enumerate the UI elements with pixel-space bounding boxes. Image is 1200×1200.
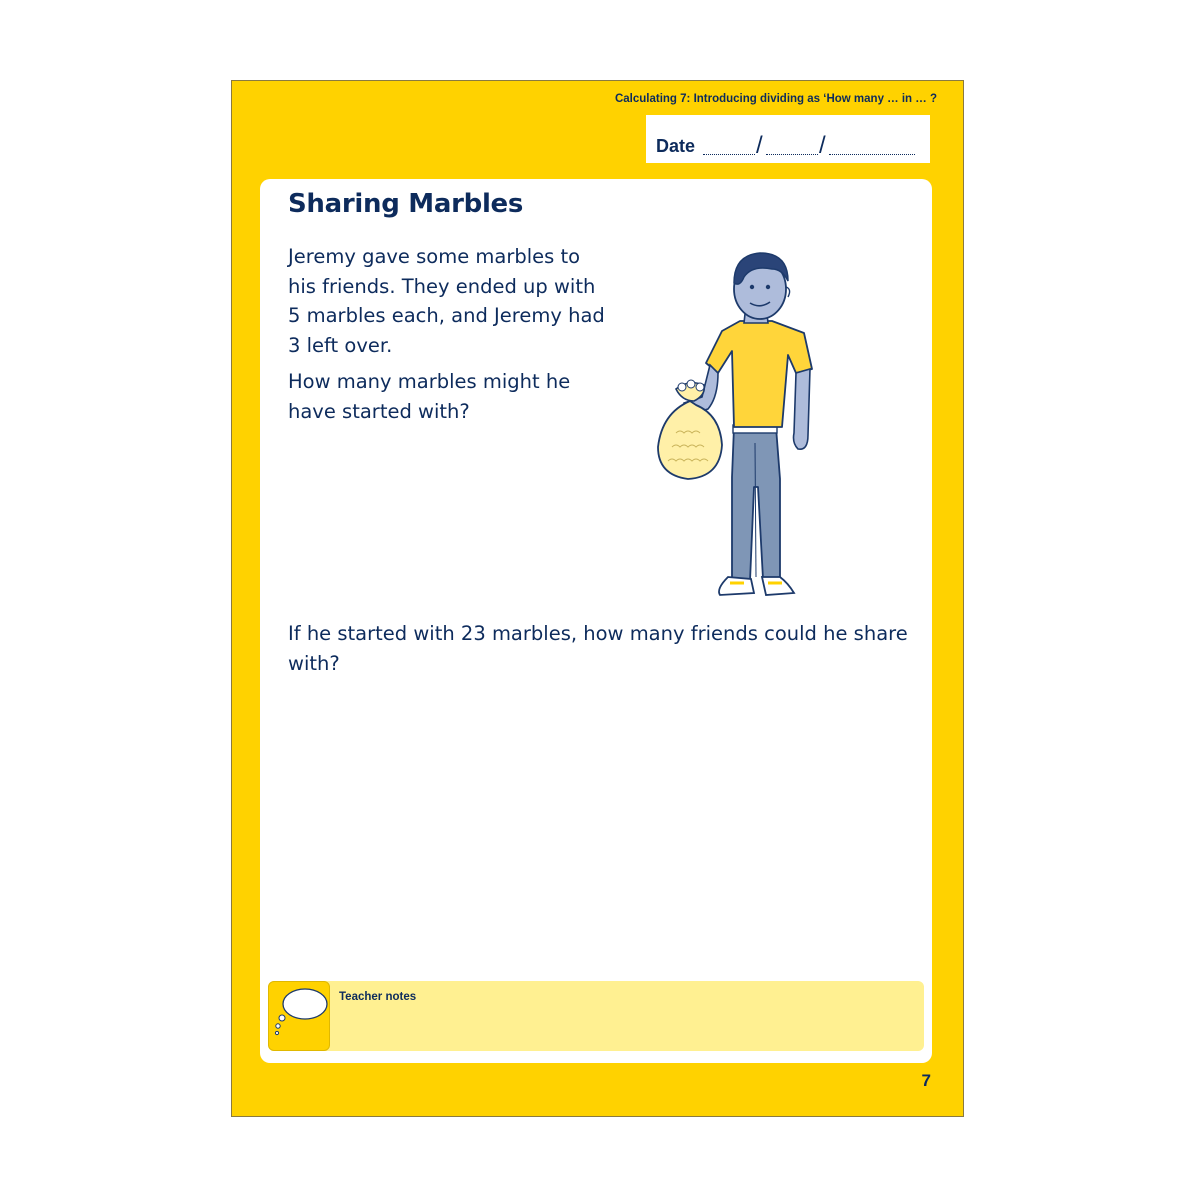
date-separator: / xyxy=(819,132,826,159)
header-caption: Calculating 7: Introducing dividing as ‘How many … in … ? xyxy=(614,93,937,105)
date-month-field[interactable] xyxy=(766,154,818,155)
date-label: Date xyxy=(656,136,696,156)
question-intro: Jeremy gave some marbles to his friends. They ended up with 5 marbles each, and Jeremy had 3 left over. xyxy=(288,245,605,357)
date-box xyxy=(646,115,930,163)
teacher-notes-label: Teacher notes xyxy=(339,991,417,1003)
worksheet-card xyxy=(260,179,932,1063)
worksheet-page xyxy=(231,80,964,1117)
date-day-field[interactable] xyxy=(703,154,755,155)
question-1: How many marbles might he have started with? xyxy=(288,370,571,423)
thought-bubble-icon xyxy=(269,982,331,1052)
date-year-field[interactable] xyxy=(829,154,915,155)
teacher-notes-panel xyxy=(268,981,924,1051)
page-number: 7 xyxy=(921,1071,931,1090)
boy-with-marble-bag-illustration xyxy=(648,247,818,603)
worksheet-title: Sharing Marbles xyxy=(288,189,524,219)
teacher-notes-tab xyxy=(268,981,330,1051)
question-2: If he started with 23 marbles, how many friends could he share with? xyxy=(288,622,908,675)
date-separator: / xyxy=(756,132,763,159)
